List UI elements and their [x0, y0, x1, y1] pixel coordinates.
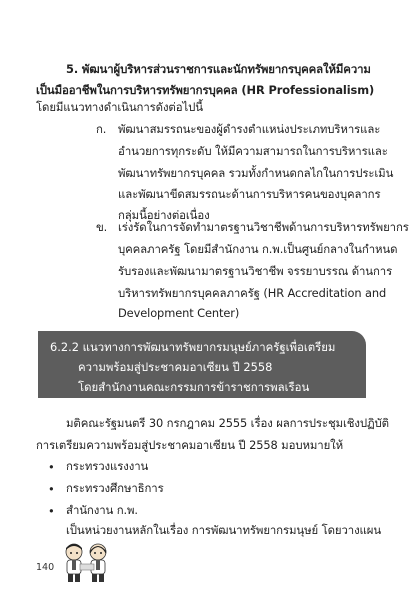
item-b-line: รับรองและพัฒนามาตรฐานวิชาชีพ จรรยาบรรณ ด้านการ	[118, 264, 393, 278]
bullet-icon: •	[48, 482, 55, 496]
bullet-icon: •	[48, 504, 55, 518]
bullet-item: กระทรวงแรงงาน	[66, 459, 149, 473]
item-a-line: พัฒนาสมรรถนะของผู้ดำรงตำแหน่งประเภทบริหารและ	[118, 122, 381, 136]
section5-heading-line1: 5. พัฒนาผู้บริหารส่วนราชการและนักทรัพยากรบุคคลให้มีความ	[66, 62, 371, 76]
mascot-illustration	[56, 542, 116, 584]
item-b-line: เร่งรัดในการจัดทำมาตรฐานวิชาชีพด้านการบริหารทรัพยากร	[118, 220, 409, 234]
item-b-marker: ข.	[96, 220, 108, 234]
section5-heading-line2: เป็นมืออาชีพในการบริหารทรัพยากรบุคคล (HR Professionalism)	[36, 83, 375, 97]
banner-title-line2: ความพร้อมสู่ประชาคมอาเซียน ปี 2558	[78, 360, 273, 374]
item-a-marker: ก.	[96, 122, 107, 136]
banner-title-line1: 6.2.2 แนวทางการพัฒนาทรัพยากรมนุษย์ภาครัฐเพื่อเตรียม	[50, 340, 336, 354]
banner-title-line3: โดยสำนักงานคณะกรรมการข้าราชการพลเรือน	[78, 380, 310, 394]
item-b-line: บุคคลภาครัฐ โดยมีสำนักงาน ก.พ.เป็นศูนย์กลางในกำหนด	[118, 242, 398, 256]
item-b-line: บริหารทรัพยากรบุคคลภาครัฐ (HR Accreditation and	[118, 286, 387, 300]
bullet-icon: •	[48, 460, 55, 474]
item-a-line: อำนวยการทุกระดับ ให้มีความสามารถในการบริหารและ	[118, 144, 388, 158]
item-a-line: พัฒนาทรัพยากรบุคคล รวมทั้งกำหนดกลไกในการประเมิน	[118, 166, 394, 180]
section5-intro: โดยมีแนวทางดำเนินการดังต่อไปนี้	[36, 100, 203, 114]
item-b-line: Development Center)	[118, 306, 240, 320]
page-number: 140	[36, 562, 55, 573]
section-banner	[38, 331, 366, 398]
body-paragraph-line1: มติคณะรัฐมนตรี 30 กรกฎาคม 2555 เรื่อง ผลการประชุมเชิงปฏิบัติ	[66, 416, 389, 430]
body-paragraph-line2: การเตรียมความพร้อมสู่ประชาคมอาเซียน ปี 2558 มอบหมายให้	[36, 438, 344, 452]
body-paragraph-last: เป็นหน่วยงานหลักในเรื่อง การพัฒนาทรัพยากรมนุษย์ โดยวางแผน	[66, 523, 382, 537]
item-a-line: กลุ่มนี้อย่างต่อเนื่อง	[118, 208, 210, 222]
bullet-item: กระทรวงศึกษาธิการ	[66, 481, 164, 495]
item-a-line: และพัฒนาขีดสมรรถนะด้านการบริหารคนของบุคลากร	[118, 187, 381, 201]
bullet-item: สำนักงาน ก.พ.	[66, 503, 138, 517]
